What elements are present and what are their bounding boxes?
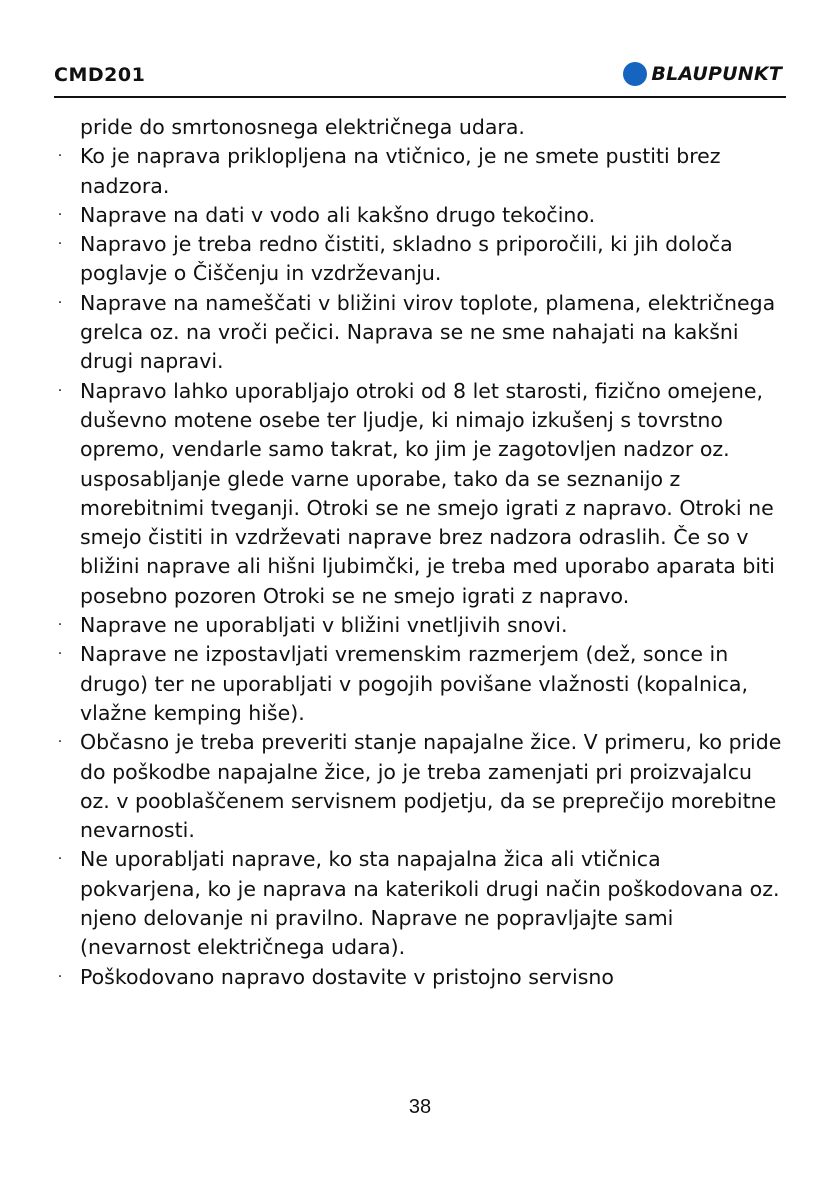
list-item-text: Napravo lahko uporabljajo otroki od 8 let starosti, fizično omejene, duševno motene osebe ter ljudje, ki nimajo izkušenj s tovrstno opremo, vendarle samo takrat, ko jim je zagotovljen nadzor oz. usposabljanje glede varne uporabe, tako da se seznanijo z morebitnimi tveganji. Otroki se ne smejo igrati z napravo. Otroki ne smejo čistiti in vzdrževati naprave brez nadzora odraslih. Če so v bližini naprave ali hišni ljubimčki, je treba med uporabo aparata biti posebno pozoren Otroki se ne smejo igrati z napravo. [80, 378, 775, 608]
brand-name: BLAUPUNKT [651, 63, 782, 85]
page-header [54, 62, 784, 98]
list-item [54, 611, 786, 640]
list-item [54, 640, 786, 728]
list-item [54, 201, 786, 230]
list-item [54, 289, 786, 377]
list-item-text: Ne uporabljati naprave, ko sta napajalna žica ali vtičnica pokvarjena, ko je naprava na katerikoli drugi način poškodovana oz. njeno delovanje ni pravilno. Naprave ne popravljajte sami (nevarnost električnega udara). [80, 847, 780, 960]
brand-dot-icon [623, 62, 647, 86]
list-item-text: Poškodovano napravo dostavite v pristojno servisno [80, 964, 614, 989]
list-item-text: Naprave ne izpostavljati vremenskim razmerjem (dež, sonce in drugo) ter ne uporabljati v pogojih povišane vlažnosti (kopalnica, vlažne kemping hiše). [80, 642, 748, 725]
list-item [54, 142, 786, 201]
list-item-text: Naprave ne uporabljati v bližini vnetljivih snovi. [80, 613, 568, 638]
list-item-text: Naprave na nameščati v bližini virov toplote, plamena, električnega grelca oz. na vroči pečici. Naprava se ne sme nahajati na kakšni drugi napravi. [80, 290, 776, 374]
list-item [54, 845, 786, 962]
bullet-dot-icon: · [57, 968, 63, 985]
page-number: 38 [408, 1096, 432, 1118]
bullet-dot-icon: · [57, 851, 63, 868]
list-item [54, 963, 786, 992]
bullet-list [54, 142, 786, 992]
bullet-dot-icon: · [57, 382, 63, 399]
list-item [54, 728, 786, 845]
bullet-dot-icon: · [57, 734, 63, 751]
list-item-text: Ko je naprava priklopljena na vtičnico, je ne smete pustiti brez nadzora. [80, 144, 721, 198]
header-divider [54, 96, 786, 98]
model-name: CMD201 [54, 64, 146, 86]
bullet-dot-icon: · [57, 236, 63, 253]
list-item-text: Naprave na dati v vodo ali kakšno drugo tekočino. [80, 202, 596, 227]
safety-instructions [54, 113, 786, 992]
bullet-dot-icon: · [57, 646, 63, 663]
list-item-text: Občasno je treba preveriti stanje napajalne žice. V primeru, ko pride do poškodbe napajalne žice, jo je treba zamenjati pri proizvajalcu oz. v pooblaščenem servisnem podjetju, da se preprečijo morebitne nevarnosti. [80, 730, 782, 843]
continuation-text [54, 113, 786, 142]
continuation-line: pride do smrtonosnega električnega udara. [80, 115, 525, 139]
list-item-text: Napravo je treba redno čistiti, skladno s priporočili, ki jih določa poglavje o Čiščenju in vzdrževanju. [80, 232, 733, 286]
list-item [54, 230, 786, 289]
bullet-dot-icon: · [57, 206, 63, 223]
list-item [54, 377, 786, 611]
bullet-dot-icon: · [57, 294, 63, 311]
brand-logo [623, 62, 782, 86]
bullet-dot-icon: · [57, 148, 63, 165]
bullet-dot-icon: · [57, 617, 63, 634]
